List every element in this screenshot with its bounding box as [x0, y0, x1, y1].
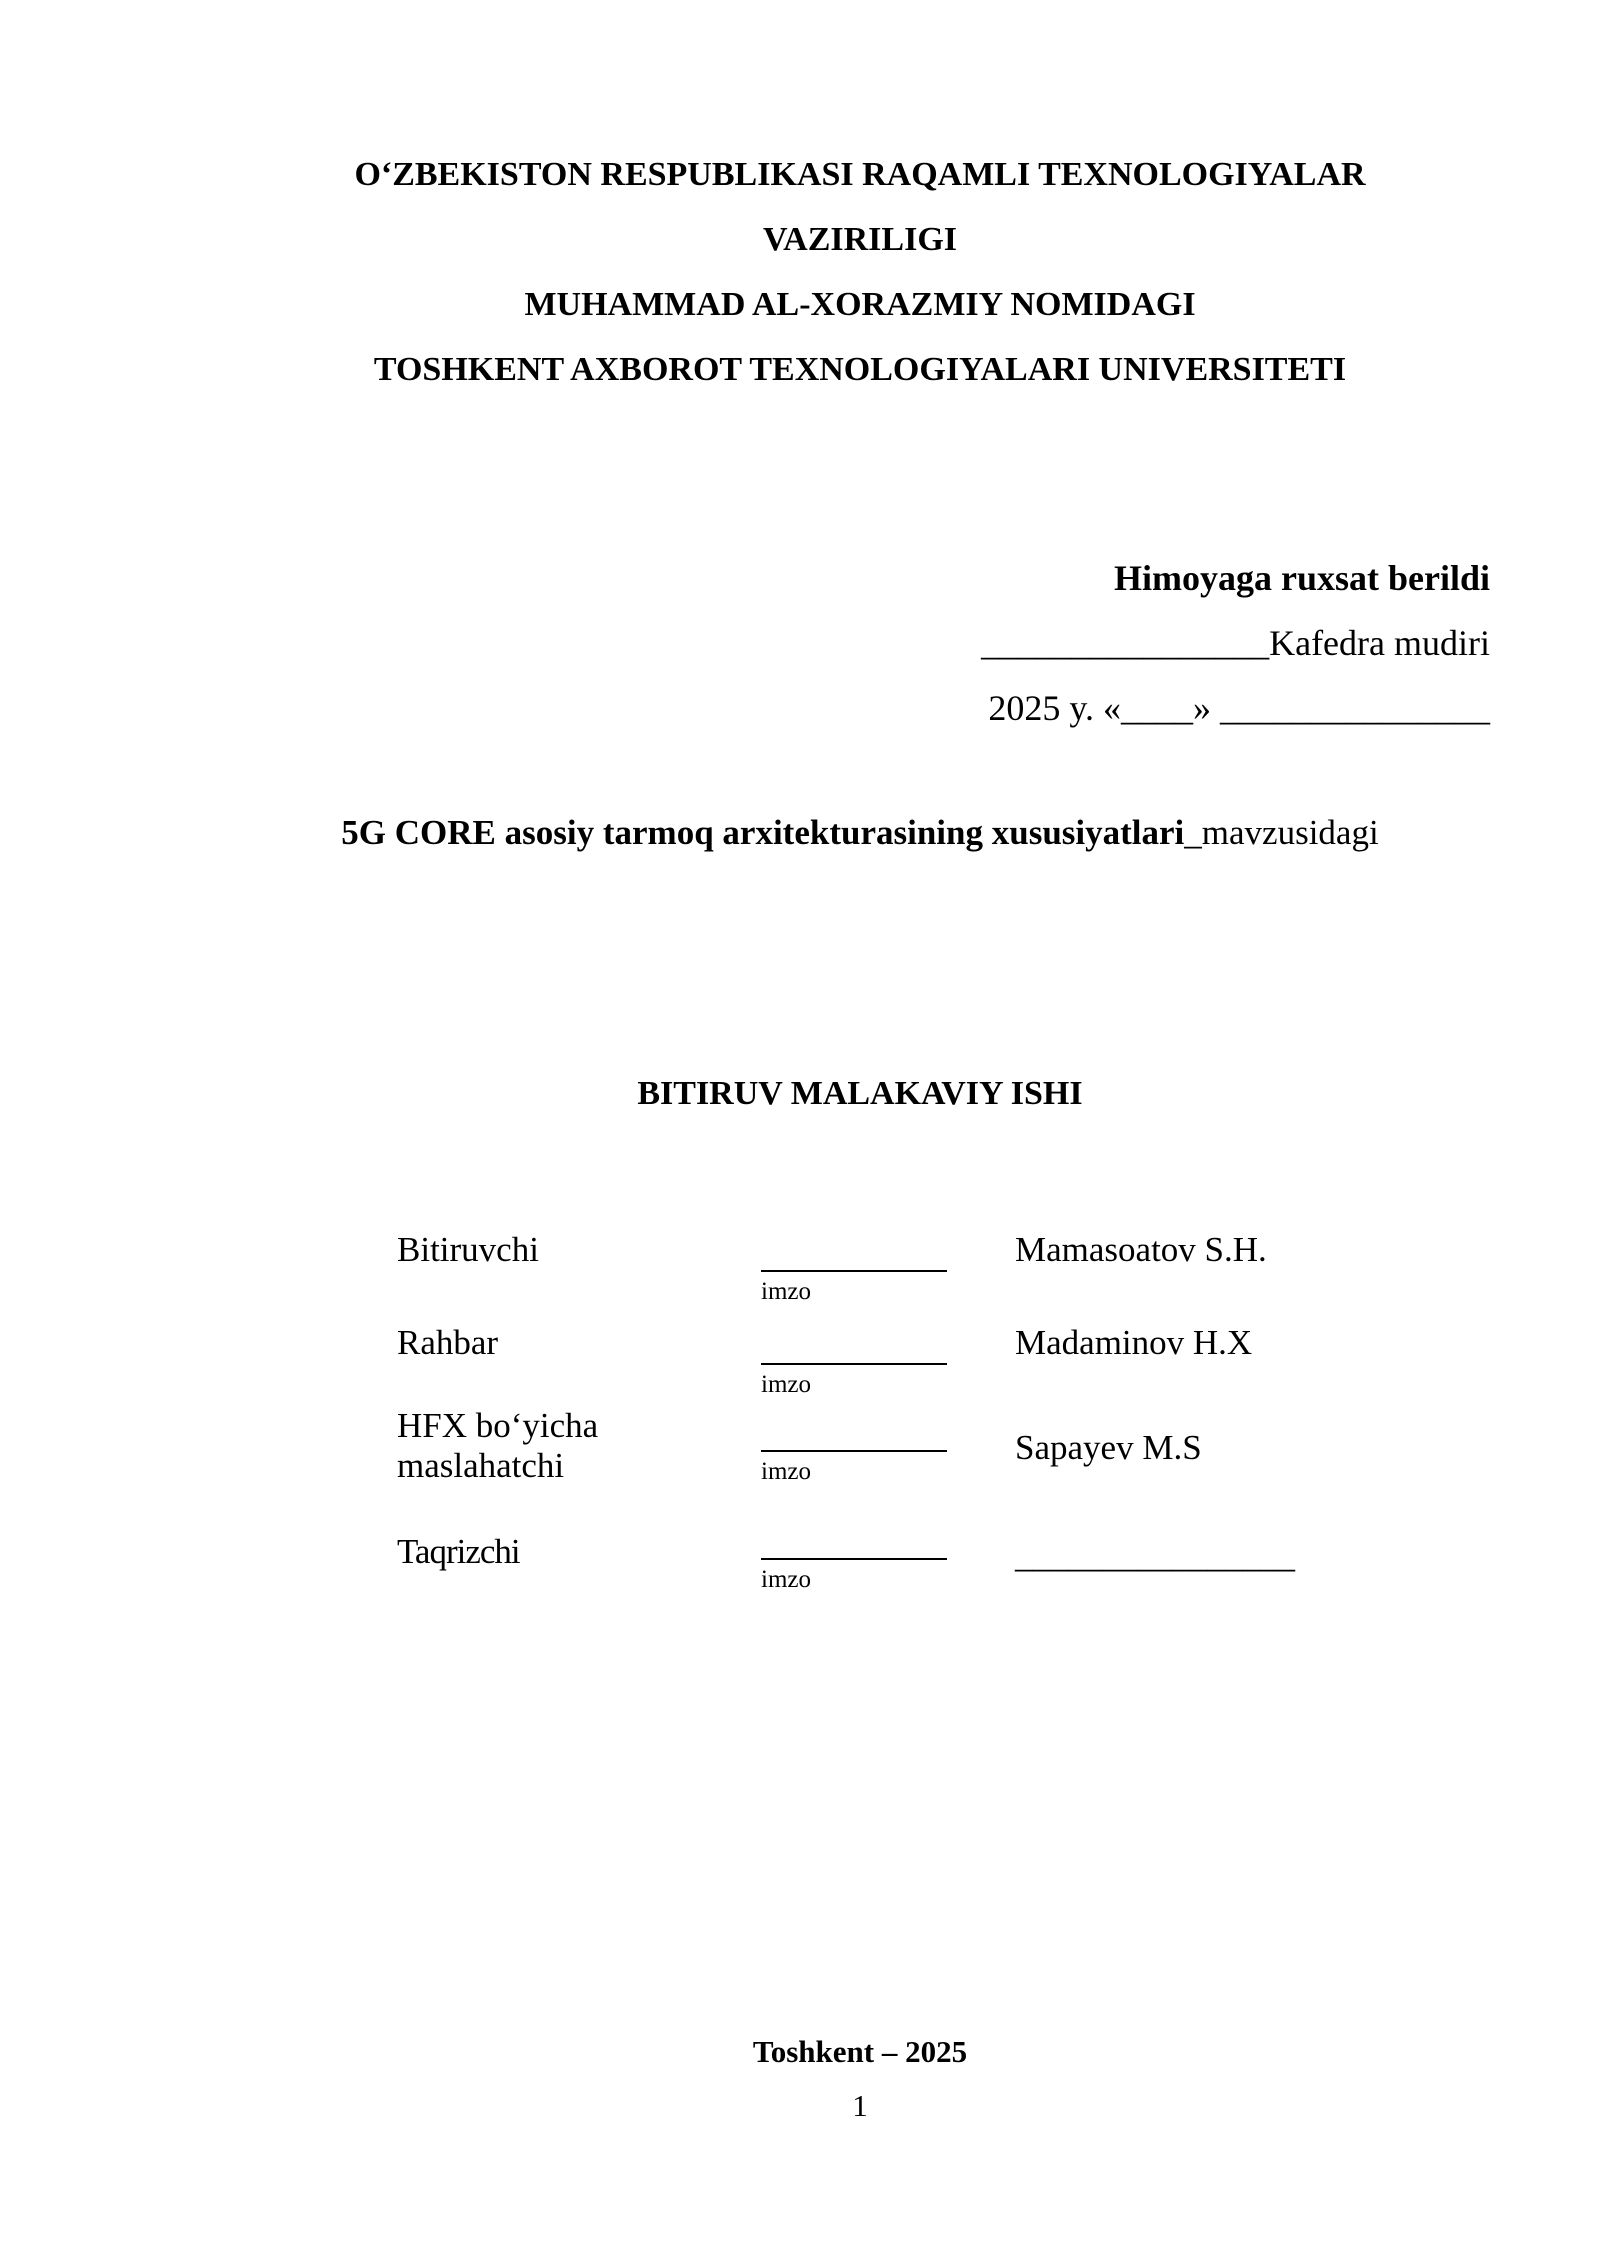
topic-underscore: _	[1184, 813, 1202, 852]
page-number: 1	[852, 2088, 868, 2123]
signature-row-supervisor	[397, 1323, 1297, 1403]
university-line-2: TOSHKENT AXBOROT TEXNOLOGIYALARI UNIVERSITETI	[373, 351, 1347, 388]
signature-caption: imzo	[761, 1566, 811, 1593]
thesis-topic	[0, 812, 1600, 854]
signature-caption: imzo	[761, 1278, 811, 1305]
signature-caption: imzo	[761, 1458, 811, 1485]
approval-title: Himoyaga ruxsat berildi	[1114, 558, 1490, 598]
city-year: Toshkent – 2025	[752, 2034, 968, 2069]
signature-row-reviewer	[397, 1518, 1297, 1598]
ministry-line-2: VAZIRILIGI	[762, 221, 957, 258]
signature-name: Madaminov H.X	[1015, 1323, 1253, 1362]
ministry-line-1: O‘ZBEKISTON RESPUBLIKASI RAQAMLI TEXNOLOGIYALAR	[354, 156, 1366, 193]
signature-caption: imzo	[761, 1371, 811, 1398]
signature-line	[761, 1363, 947, 1365]
signature-role: HFX bo‘yicha maslahatchi	[397, 1406, 599, 1485]
signature-role: Rahbar	[397, 1323, 499, 1362]
signature-name: Sapayev M.S	[1015, 1428, 1202, 1467]
approval-date-line: 2025 y. «____» _______________	[988, 688, 1490, 728]
signature-row-graduate	[397, 1230, 1297, 1310]
department-head-line: ________________Kafedra mudiri	[981, 623, 1490, 663]
university-line-1: MUHAMMAD AL-XORAZMIY NOMIDAGI	[524, 286, 1196, 323]
signature-line	[761, 1558, 947, 1560]
topic-suffix: mavzusidagi	[1201, 813, 1379, 852]
signature-role: Taqrizchi	[397, 1532, 520, 1571]
signature-name: Mamasoatov S.H.	[1015, 1230, 1267, 1269]
signature-line	[761, 1270, 947, 1272]
signature-row-safety-consultant	[397, 1406, 1297, 1486]
reviewer-name-blank: ________________	[1015, 1536, 1295, 1575]
signature-role: Bitiruvchi	[397, 1230, 539, 1269]
work-title: BITIRUV MALAKAVIY ISHI	[637, 1075, 1083, 1112]
signature-line	[761, 1450, 947, 1452]
topic-title: 5G CORE asosiy tarmoq arxitekturasining xususiyatlari	[341, 813, 1185, 852]
